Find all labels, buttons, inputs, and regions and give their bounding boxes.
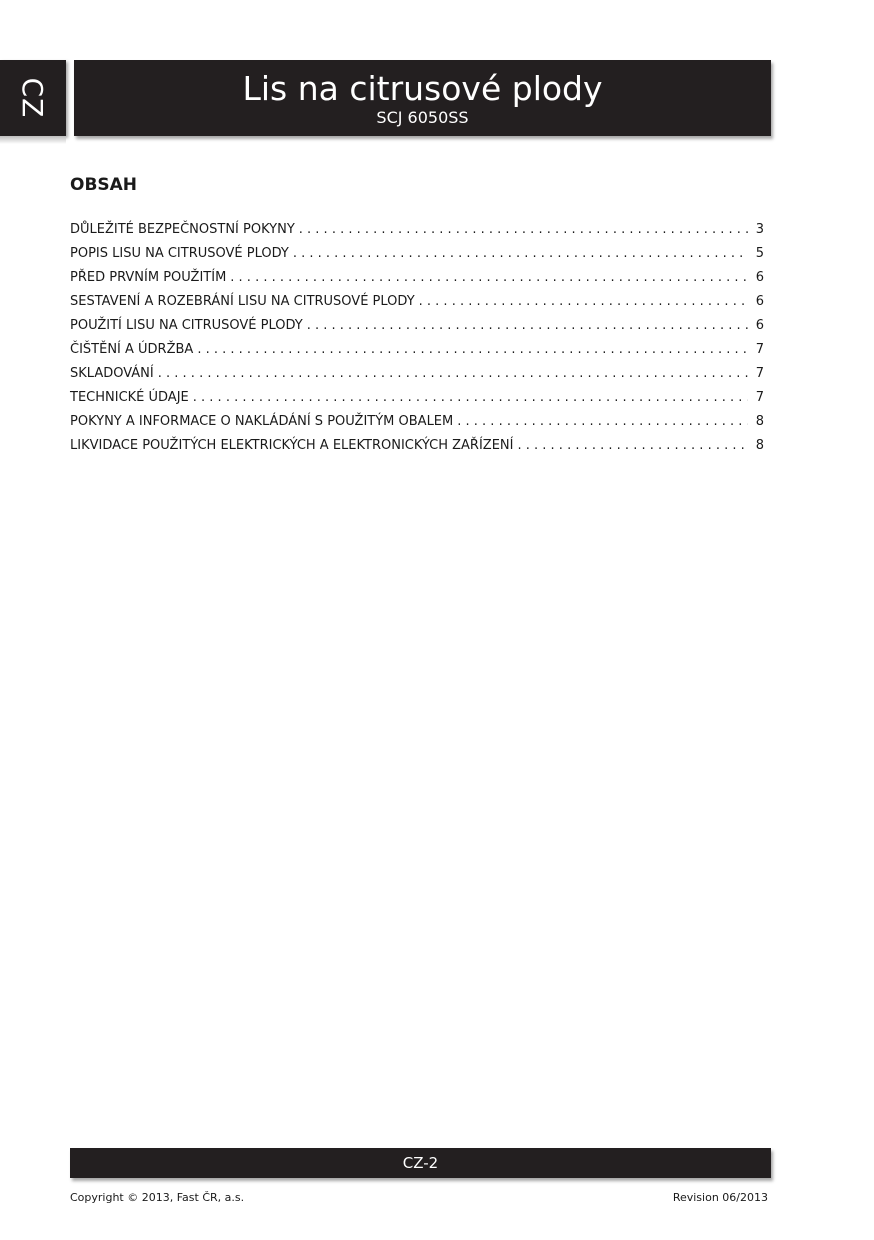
toc-item-page: 8 [755, 414, 764, 429]
toc-item-label: POKYNY A INFORMACE O NAKLÁDÁNÍ S POUŽITÝM OBALEM [70, 414, 454, 429]
toc-item-page: 5 [755, 246, 764, 261]
toc-item[interactable] [70, 338, 764, 362]
toc-item-label: PŘED PRVNÍM POUŽITÍM [70, 270, 227, 285]
language-tab-shadow [0, 136, 66, 144]
toc-item-label: DŮLEŽITÉ BEZPEČNOSTNÍ POKYNY [70, 222, 295, 237]
toc-item-label: SKLADOVÁNÍ [70, 366, 154, 381]
toc-item-page: 8 [755, 438, 764, 453]
footer-revision: Revision 06/2013 [672, 1191, 768, 1204]
toc-leader-dots [230, 266, 748, 290]
footer-page-number: CZ-2 [70, 1148, 771, 1178]
toc-item[interactable] [70, 410, 764, 434]
header-bar [74, 60, 771, 136]
toc-heading: OBSAH [70, 175, 138, 195]
toc-leader-dots [307, 314, 748, 338]
toc-item[interactable] [70, 362, 764, 386]
page-title: Lis na citrusové plody [242, 69, 603, 108]
toc-leader-dots [197, 338, 748, 362]
toc-item[interactable] [70, 218, 764, 242]
toc-item[interactable] [70, 386, 764, 410]
toc-item-label: SESTAVENÍ A ROZEBRÁNÍ LISU NA CITRUSOVÉ PLODY [70, 294, 415, 309]
toc-item-page: 7 [755, 342, 764, 357]
toc-item[interactable] [70, 242, 764, 266]
toc-leader-dots [517, 434, 748, 458]
toc-leader-dots [158, 362, 748, 386]
toc-item-label: POPIS LISU NA CITRUSOVÉ PLODY [70, 246, 289, 261]
toc-item[interactable] [70, 434, 764, 458]
model-number: SCJ 6050SS [376, 108, 469, 127]
toc-item-page: 7 [755, 366, 764, 381]
toc-item-label: TECHNICKÉ ÚDAJE [70, 390, 189, 405]
language-code: CZ [16, 77, 50, 119]
toc-item-page: 6 [755, 318, 764, 333]
toc-leader-dots [457, 410, 748, 434]
toc-item-page: 3 [755, 222, 764, 237]
toc-item[interactable] [70, 290, 764, 314]
toc-item[interactable] [70, 266, 764, 290]
toc-leader-dots [293, 242, 748, 266]
toc-item-label: LIKVIDACE POUŽITÝCH ELEKTRICKÝCH A ELEKTRONICKÝCH ZAŘÍZENÍ [70, 438, 514, 453]
table-of-contents [70, 218, 764, 458]
footer-copyright: Copyright © 2013, Fast ČR, a.s. [70, 1191, 245, 1204]
toc-item-page: 7 [755, 390, 764, 405]
toc-item-page: 6 [755, 294, 764, 309]
toc-leader-dots [193, 386, 748, 410]
toc-item[interactable] [70, 314, 764, 338]
toc-leader-dots [299, 218, 748, 242]
toc-item-label: ČIŠTĚNÍ A ÚDRŽBA [70, 342, 194, 357]
toc-leader-dots [419, 290, 748, 314]
language-tab [0, 60, 66, 136]
toc-item-page: 6 [755, 270, 764, 285]
toc-item-label: POUŽITÍ LISU NA CITRUSOVÉ PLODY [70, 318, 303, 333]
